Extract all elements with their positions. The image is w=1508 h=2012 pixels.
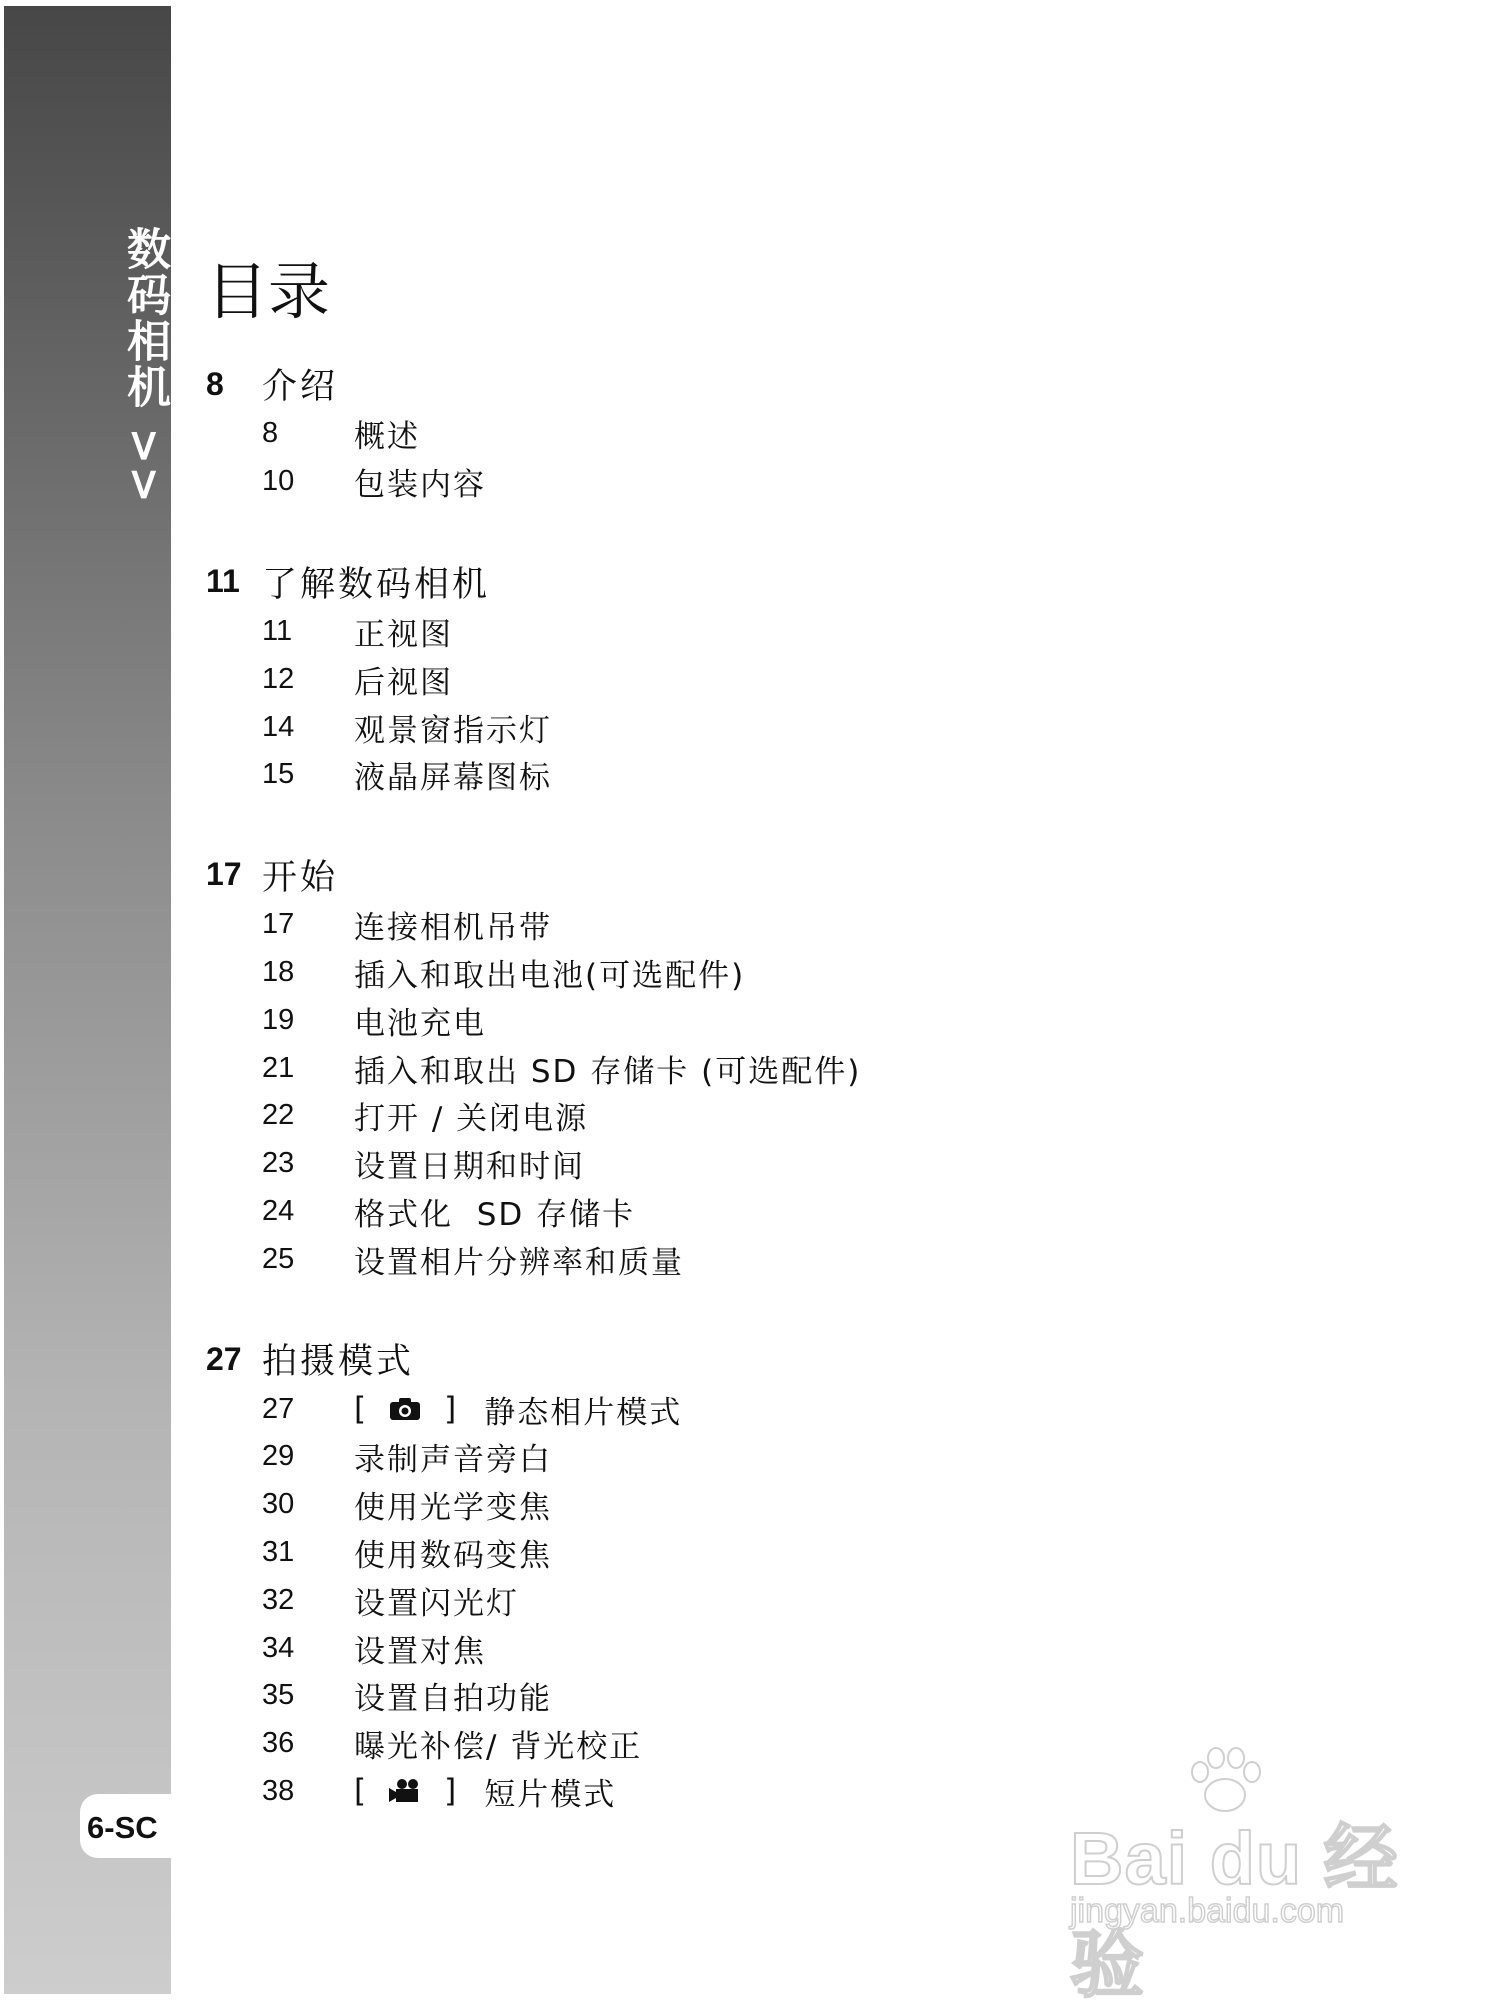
toc-entry[interactable] [206, 1092, 1406, 1140]
toc-entry[interactable] [206, 458, 1406, 506]
entry-page-number: 21 [262, 1051, 295, 1084]
entry-title: 设置对焦 [354, 1633, 486, 1670]
section-title: 介绍 [262, 367, 339, 407]
toc-entry[interactable] [206, 1140, 1406, 1188]
entry-title: 设置日期和时间 [354, 1149, 585, 1186]
toc-entry[interactable] [206, 1188, 1406, 1236]
bracket-close: ] [444, 1773, 457, 1810]
entry-title: 连接相机吊带 [354, 910, 552, 947]
entry-page-number: 10 [262, 465, 295, 498]
toc-entry[interactable] [206, 608, 1406, 656]
section-heading[interactable] [206, 849, 1406, 901]
watermark-url: jingyan.baidu.com [1070, 1892, 1345, 1930]
section-page-number: 8 [206, 365, 224, 402]
entry-page-number: 30 [262, 1488, 295, 1521]
toc-entry[interactable] [206, 751, 1406, 799]
entry-page-number: 14 [262, 710, 295, 743]
entry-page-number: 15 [262, 758, 295, 791]
toc-entry[interactable] [206, 1672, 1406, 1720]
toc-entry[interactable] [206, 901, 1406, 949]
section-heading[interactable] [206, 556, 1406, 608]
toc-entry[interactable] [206, 410, 1406, 458]
entry-page-number: 8 [262, 417, 279, 450]
sidebar-title: 数码相机 >> [119, 226, 170, 506]
entry-title: 插入和取出 SD 存储卡 (可选配件) [354, 1053, 862, 1090]
entry-title: 插入和取出电池(可选配件) [354, 957, 746, 994]
entry-title: 曝光补偿/ 背光校正 [354, 1729, 643, 1766]
toc-entry[interactable] [206, 1576, 1406, 1624]
entry-page-number: 12 [262, 662, 295, 695]
toc-entry[interactable] [206, 949, 1406, 997]
entry-page-number: 19 [262, 1003, 295, 1036]
page-title: 目录 [206, 255, 331, 328]
entry-page-number: 36 [262, 1727, 295, 1760]
toc-entry[interactable] [206, 996, 1406, 1044]
entry-title: 使用光学变焦 [354, 1490, 552, 1527]
bracket-open: [ [354, 1391, 367, 1428]
toc-entry[interactable] [206, 1385, 1406, 1433]
table-of-contents [206, 358, 1406, 1865]
toc-section [206, 556, 1406, 799]
entry-title: 包装内容 [354, 467, 486, 504]
entry-page-number: 18 [262, 955, 295, 988]
entry-page-number: 34 [262, 1631, 295, 1664]
entry-title: 后视图 [354, 664, 453, 701]
movie-camera-icon [388, 1778, 422, 1804]
toc-entry[interactable] [206, 655, 1406, 703]
section-heading[interactable] [206, 1333, 1406, 1385]
entry-title: 概述 [354, 419, 420, 456]
toc-entry[interactable] [206, 1481, 1406, 1529]
entry-title: 短片模式 [484, 1776, 617, 1813]
entry-title: 使用数码变焦 [354, 1537, 552, 1574]
page-label: 6-SC [87, 1810, 158, 1845]
bracket-close: ] [444, 1391, 457, 1428]
entry-page-number: 31 [262, 1535, 295, 1568]
bracket-open: [ [354, 1773, 367, 1810]
section-heading[interactable] [206, 358, 1406, 410]
watermark-brand: Bai du 经验 [1070, 1817, 1399, 2006]
entry-page-number: 29 [262, 1440, 295, 1473]
section-title: 了解数码相机 [262, 564, 491, 605]
entry-page-number: 17 [262, 908, 295, 941]
entry-title: 格式化 SD 存储卡 [354, 1196, 636, 1233]
entry-title: 设置闪光灯 [354, 1585, 519, 1622]
entry-title: 设置相片分辨率和质量 [354, 1244, 684, 1281]
toc-entry[interactable] [206, 703, 1406, 751]
watermark [1060, 1740, 1440, 2006]
entry-page-number: 27 [262, 1392, 295, 1425]
sidebar [4, 6, 171, 1994]
entry-title: 设置自拍功能 [354, 1681, 552, 1718]
section-page-number: 27 [206, 1340, 242, 1377]
entry-page-number: 22 [262, 1099, 295, 1132]
entry-page-number: 24 [262, 1194, 295, 1227]
entry-title: 静态相片模式 [484, 1394, 683, 1431]
toc-entry[interactable] [206, 1235, 1406, 1283]
entry-page-number: 32 [262, 1583, 295, 1616]
camera-icon [389, 1397, 421, 1421]
entry-title: 观景窗指示灯 [354, 712, 552, 749]
toc-section [206, 849, 1406, 1283]
entry-title: 电池充电 [354, 1005, 486, 1042]
entry-page-number: 25 [262, 1242, 295, 1275]
entry-title: 液晶屏幕图标 [354, 760, 552, 797]
toc-entry[interactable] [206, 1624, 1406, 1672]
section-title: 开始 [262, 857, 339, 898]
toc-entry[interactable] [206, 1433, 1406, 1481]
section-page-number: 17 [206, 856, 242, 893]
entry-title: 正视图 [354, 616, 453, 653]
entry-page-number: 11 [262, 614, 293, 647]
section-title: 拍摄模式 [262, 1342, 415, 1383]
toc-entry[interactable] [206, 1044, 1406, 1092]
entry-page-number: 23 [262, 1147, 295, 1180]
section-page-number: 11 [206, 563, 240, 600]
entry-title: 录制声音旁白 [354, 1442, 552, 1479]
entry-page-number: 35 [262, 1679, 295, 1712]
toc-entry[interactable] [206, 1529, 1406, 1577]
toc-section [206, 358, 1406, 506]
entry-title: 打开 / 关闭电源 [354, 1101, 589, 1138]
entry-page-number: 38 [262, 1774, 295, 1807]
